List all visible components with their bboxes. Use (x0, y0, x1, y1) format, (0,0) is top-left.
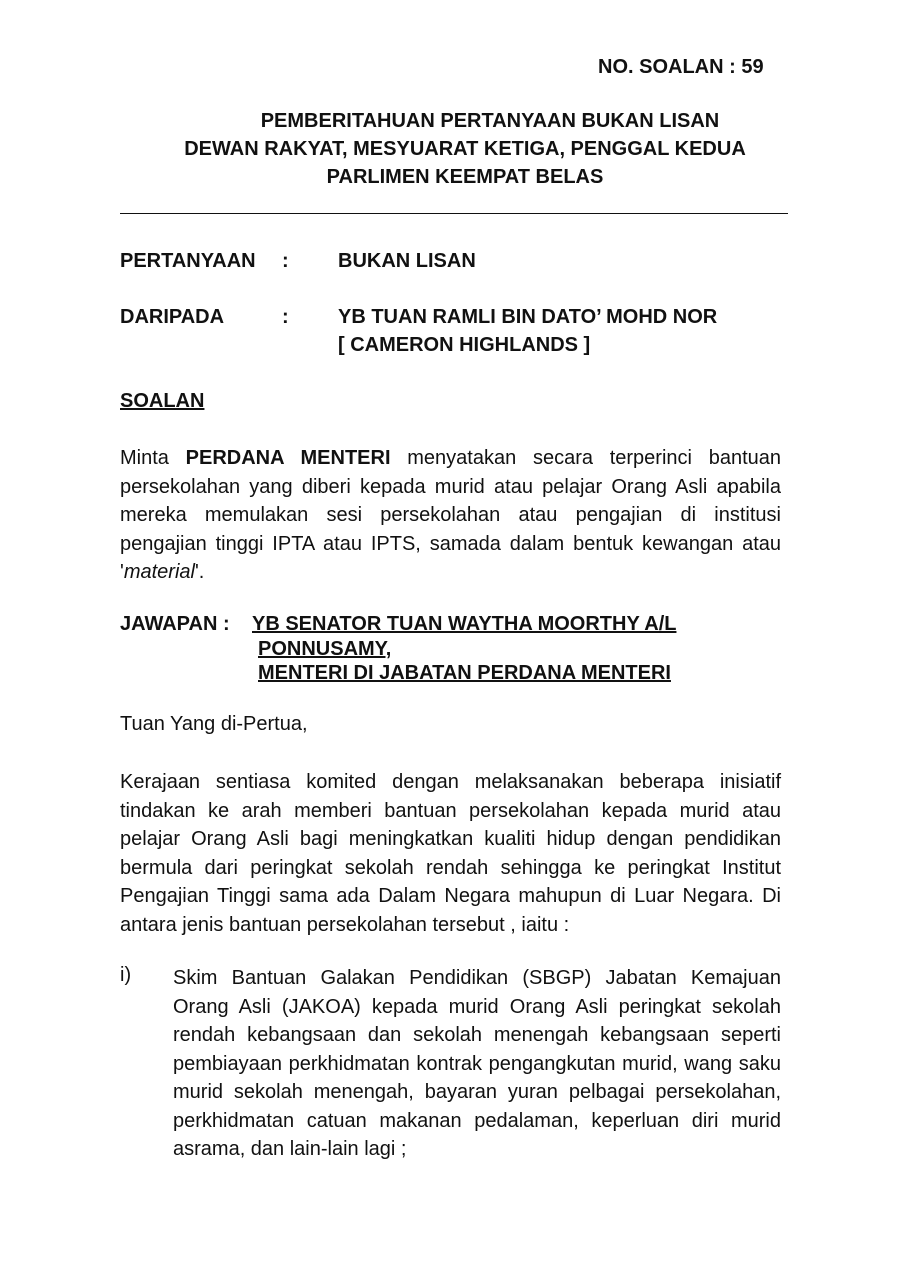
title-line-2: DEWAN RAKYAT, MESYUARAT KETIGA, PENGGAL KEDUA (184, 138, 746, 160)
list-item-number: i) (120, 964, 132, 986)
list-item-text: Skim Bantuan Galakan Pendidikan (SBGP) Jabatan Kemajuan Orang Asli (JAKOA) kepada murid Orang Asli peringkat sekolah rendah kebangsaan dan sekolah menengah kebangsaan seperti pembiayaan perkhidmatan kontrak pengangkutan murid, wang saku murid sekolah menengah, bayaran yuran pelbagai persekolahan, perkhidmatan catuan makanan pedalaman, keperluan diri murid asrama, dan lain-lain lagi ; (173, 967, 781, 1160)
soalan-heading: SOALAN (120, 390, 205, 412)
answer-paragraph: Kerajaan sentiasa komited dengan melaksanakan beberapa inisiatif tindakan ke arah memberi bantuan persekolahan kepada murid atau pelajar Orang Asli bagi meningkatkan kualiti hidup dengan pendidikan bermula dari peringkat sekolah rendah sehingga ke peringkat Institut Pengajian Tinggi sama ada Dalam Negara mahupun di Luar Negara. Di antara jenis bantuan persekolahan tersebut , iaitu : (120, 771, 781, 936)
soalan-text-1: Minta (120, 447, 186, 469)
soalan-addressee: PERDANA MENTERI (185, 447, 391, 469)
jawapan-respondent-line-3: MENTERI DI JABATAN PERDANA MENTERI (258, 662, 671, 684)
daripada-constituency: [ CAMERON HIGHLANDS ] (338, 334, 591, 356)
daripada-colon: : (282, 306, 289, 328)
pertanyaan-label: PERTANYAAN (120, 250, 256, 272)
title-line-3: PARLIMEN KEEMPAT BELAS (326, 166, 604, 188)
jawapan-respondent-line-1: YB SENATOR TUAN WAYTHA MOORTHY A/L (252, 613, 677, 635)
question-number: NO. SOALAN : 59 (598, 56, 764, 78)
divider-line (120, 213, 788, 214)
daripada-name: YB TUAN RAMLI BIN DATO’ MOHD NOR (338, 306, 718, 328)
soalan-text-italic: material (123, 561, 195, 583)
soalan-text-2: menyatakan secara terperinci bantuan persekolahan yang diberi kepada murid atau pelajar Orang Asli apabila mereka memulakan sesi persekolahan atau pengajian di institusi pengajian tinggi IPTA atau IPTS, samada dalam bentuk kewangan atau ' (120, 447, 781, 583)
jawapan-respondent-line-2: PONNUSAMY, (258, 638, 392, 660)
daripada-label: DARIPADA (120, 306, 225, 328)
greeting: Tuan Yang di-Pertua, (120, 713, 308, 735)
pertanyaan-value: BUKAN LISAN (338, 250, 476, 272)
soalan-text-3: '. (194, 561, 205, 583)
pertanyaan-colon: : (282, 250, 289, 272)
jawapan-label: JAWAPAN : (120, 613, 230, 635)
soalan-paragraph (120, 444, 781, 587)
title-line-1: PEMBERITAHUAN PERTANYAAN BUKAN LISAN (260, 110, 720, 132)
